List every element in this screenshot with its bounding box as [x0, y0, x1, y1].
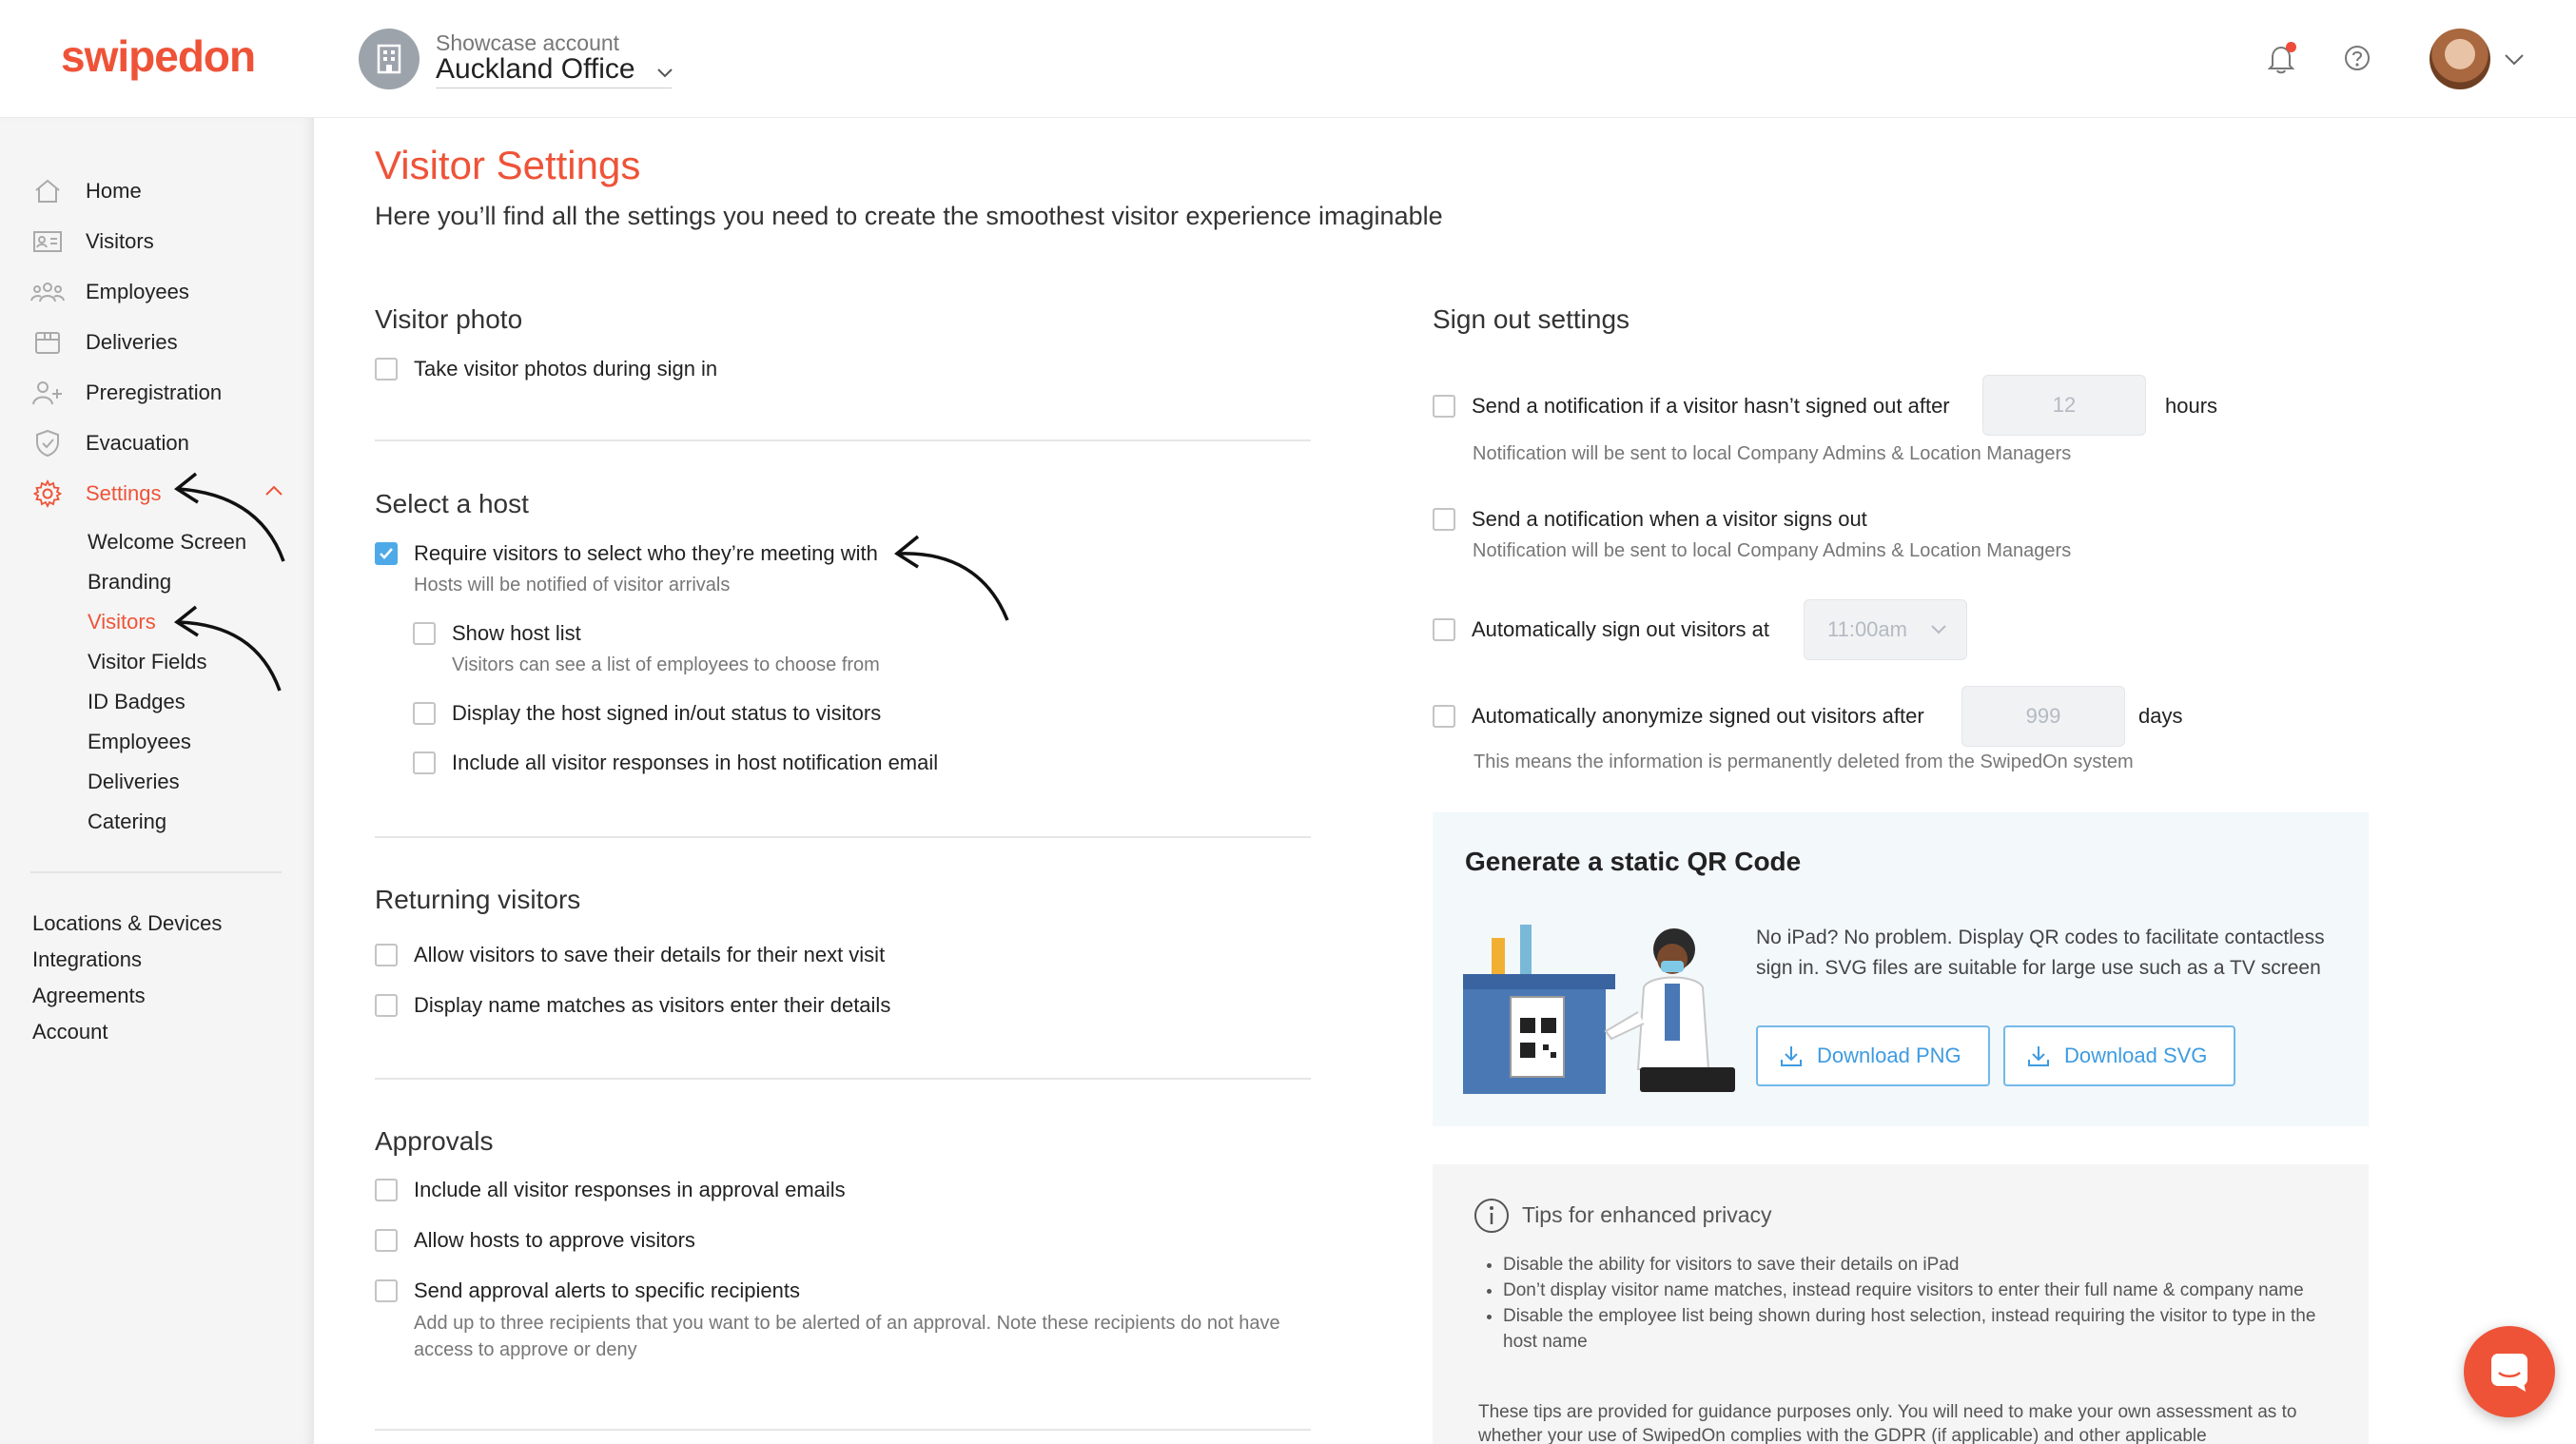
section-divider — [375, 1429, 1311, 1431]
approval-responses-option[interactable] — [375, 1176, 846, 1204]
help-icon[interactable] — [2344, 45, 2371, 76]
sidebar-item-employees[interactable] — [30, 273, 189, 311]
save-details-checkbox[interactable] — [375, 944, 398, 966]
home-icon — [30, 174, 65, 208]
auto-anonymize-option[interactable] — [1433, 702, 1924, 731]
id-card-icon — [30, 224, 65, 259]
sidebar-divider — [30, 871, 282, 873]
auto-anonymize-hint: This means the information is permanently deleted from the SwipedOn system — [1473, 751, 2134, 772]
hosts-approve-option[interactable] — [375, 1226, 695, 1255]
auto-sign-out-checkbox[interactable] — [1433, 618, 1455, 641]
page-title: Visitor Settings — [375, 143, 641, 187]
qr-card-title: Generate a static QR Code — [1465, 847, 1802, 876]
section-title-visitor-photo: Visitor photo — [375, 304, 523, 334]
sign-out-time-select[interactable] — [1804, 599, 1967, 660]
qr-reception-illustration — [1463, 907, 1741, 1094]
take-photos-checkbox[interactable] — [375, 358, 398, 381]
sidebar-sub-deliveries[interactable]: Deliveries — [88, 770, 180, 793]
auto-sign-out-option[interactable] — [1433, 615, 1769, 644]
sidebar — [0, 118, 314, 1444]
annotation-arrow — [171, 466, 295, 571]
take-photos-option[interactable] — [375, 355, 717, 383]
sidebar-item-visitors[interactable] — [30, 223, 154, 261]
account-label: Showcase account — [436, 30, 620, 55]
require-host-option[interactable] — [375, 539, 878, 568]
section-divider — [375, 1078, 1311, 1080]
display-host-status-checkbox[interactable] — [413, 702, 436, 725]
show-host-list-option[interactable] — [413, 619, 581, 648]
annotation-arrow — [889, 521, 1013, 626]
list-item: • Disable the employee list being shown during host selection, instead requiring the visitor to type in the host name — [1503, 1303, 2331, 1355]
sidebar-sub-visitor-fields[interactable]: Visitor Fields — [88, 650, 207, 673]
require-host-label: Require visitors to select who they’re meeting with — [414, 541, 878, 565]
user-avatar[interactable] — [2430, 29, 2490, 89]
take-photos-label: Take visitor photos during sign in — [414, 357, 718, 381]
hosts-approve-checkbox[interactable] — [375, 1229, 398, 1252]
notify-signs-out-checkbox[interactable] — [1433, 508, 1455, 531]
notify-signs-out-hint: Notification will be sent to local Company Admins & Location Managers — [1473, 540, 2072, 561]
include-responses-host-checkbox[interactable] — [413, 751, 436, 774]
chat-icon — [2488, 1350, 2531, 1394]
sidebar-item-label: Preregistration — [86, 381, 223, 404]
sidebar-link-locations-devices[interactable]: Locations & Devices — [32, 911, 223, 935]
section-divider — [375, 836, 1311, 838]
download-svg-button[interactable] — [2003, 1025, 2235, 1086]
section-title-approvals: Approvals — [375, 1126, 494, 1156]
approval-responses-checkbox[interactable] — [375, 1179, 398, 1201]
section-title-returning-visitors: Returning visitors — [375, 885, 581, 914]
download-icon — [1779, 1044, 1804, 1068]
sidebar-item-label: Deliveries — [86, 330, 178, 354]
approval-responses-label: Include all visitor responses in approval emails — [414, 1178, 846, 1201]
hours-unit: hours — [2165, 394, 2218, 418]
list-item: • Don’t display visitor name matches, instead require visitors to enter their full name & company name — [1503, 1278, 2331, 1303]
days-input[interactable]: 999 — [1961, 686, 2125, 747]
sidebar-sub-id-badges[interactable]: ID Badges — [88, 690, 185, 713]
privacy-tips-card — [1433, 1164, 2369, 1444]
save-details-label: Allow visitors to save their details for their next visit — [414, 943, 886, 966]
download-icon — [2026, 1044, 2051, 1068]
privacy-tips-title: Tips for enhanced privacy — [1522, 1202, 1772, 1227]
page-description: Here you’ll find all the settings you need to create the smoothest visitor experience imaginable — [375, 202, 1443, 230]
location-selector[interactable]: Auckland Office — [436, 53, 635, 85]
sidebar-link-account[interactable]: Account — [32, 1020, 108, 1044]
require-host-hint: Hosts will be notified of visitor arrivals — [414, 575, 731, 595]
approval-alerts-option[interactable] — [375, 1277, 800, 1305]
people-icon — [30, 275, 65, 309]
approval-alerts-label: Send approval alerts to specific recipients — [414, 1278, 800, 1302]
privacy-tips-footer: These tips are provided for guidance purposes only. You will need to make your own assessment as to whether your use of SwipedOn complies with the GDPR (if applicable) and other applicable — [1478, 1402, 2297, 1444]
notify-not-signed-out-option[interactable] — [1433, 392, 1950, 420]
notify-signs-out-label: Send a notification when a visitor signs out — [1472, 507, 1867, 531]
approval-alerts-hint: Add up to three recipients that you want to be alerted of an approval. Note these recipients do not have access to approve or deny — [414, 1313, 1280, 1360]
notify-signs-out-option[interactable] — [1433, 505, 1867, 534]
save-details-option[interactable] — [375, 941, 885, 969]
info-icon — [1473, 1197, 1511, 1239]
include-responses-host-option[interactable] — [413, 749, 938, 777]
sidebar-sub-welcome-screen[interactable]: Welcome Screen — [88, 530, 247, 554]
top-bar — [0, 0, 2576, 118]
chevron-down-icon — [1930, 624, 1947, 635]
sidebar-sub-catering[interactable]: Catering — [88, 810, 167, 833]
privacy-tips-list — [1503, 1252, 2331, 1355]
gear-icon — [30, 477, 65, 511]
sidebar-sub-visitors[interactable]: Visitors — [88, 610, 156, 634]
download-png-label: Download PNG — [1817, 1044, 1961, 1067]
show-host-list-label: Show host list — [452, 621, 581, 645]
sidebar-sub-employees[interactable]: Employees — [88, 730, 191, 753]
name-matches-label: Display name matches as visitors enter their details — [414, 993, 891, 1017]
sidebar-item-label: Visitors — [86, 229, 154, 253]
require-host-checkbox[interactable] — [375, 542, 398, 565]
sidebar-item-label: Settings — [86, 481, 162, 505]
display-host-status-label: Display the host signed in/out status to visitors — [452, 701, 882, 725]
hours-input[interactable]: 12 — [1982, 375, 2146, 436]
sidebar-sub-branding[interactable]: Branding — [88, 570, 172, 594]
sign-out-time-value: 11:00am — [1827, 617, 1907, 641]
box-icon — [30, 325, 65, 360]
chevron-down-icon[interactable] — [2504, 53, 2525, 71]
download-png-button[interactable] — [1756, 1025, 1990, 1086]
notification-dot — [2286, 42, 2296, 52]
sidebar-item-label: Home — [86, 179, 142, 203]
auto-anonymize-label: Automatically anonymize signed out visitors after — [1472, 704, 1924, 728]
sidebar-item-settings[interactable] — [30, 475, 162, 513]
name-matches-checkbox[interactable] — [375, 994, 398, 1017]
chevron-down-icon[interactable] — [656, 67, 673, 84]
list-item: • Disable the ability for visitors to save their details on iPad — [1503, 1252, 2331, 1278]
building-icon[interactable] — [359, 29, 420, 89]
add-user-icon — [30, 376, 65, 410]
section-divider — [375, 439, 1311, 441]
swipedon-logo[interactable]: swipedon — [61, 31, 256, 81]
sidebar-link-integrations[interactable]: Integrations — [32, 947, 142, 971]
name-matches-option[interactable] — [375, 991, 890, 1020]
hosts-approve-label: Allow hosts to approve visitors — [414, 1228, 695, 1252]
qr-card-description: No iPad? No problem. Display QR codes to facilitate contactless sign in. SVG files are suitable for large use such as a TV screen — [1756, 927, 2325, 979]
checkmark-icon — [379, 547, 394, 560]
annotation-arrow — [171, 599, 295, 704]
shield-icon — [30, 426, 65, 460]
approval-alerts-checkbox[interactable] — [375, 1279, 398, 1302]
notify-not-signed-out-checkbox[interactable] — [1433, 395, 1455, 418]
auto-anonymize-checkbox[interactable] — [1433, 705, 1455, 728]
days-unit: days — [2138, 704, 2183, 728]
sidebar-item-preregistration[interactable] — [30, 374, 223, 412]
qr-code-card — [1433, 812, 2369, 1126]
include-responses-host-label: Include all visitor responses in host notification email — [452, 751, 939, 774]
display-host-status-option[interactable] — [413, 699, 881, 728]
sidebar-link-agreements[interactable]: Agreements — [32, 984, 146, 1007]
download-svg-label: Download SVG — [2064, 1044, 2208, 1067]
sidebar-item-label: Employees — [86, 280, 189, 303]
section-title-sign-out: Sign out settings — [1433, 304, 1630, 334]
show-host-list-hint: Visitors can see a list of employees to choose from — [452, 654, 880, 675]
section-title-select-host: Select a host — [375, 489, 529, 518]
chat-button[interactable] — [2464, 1326, 2555, 1417]
sidebar-item-label: Evacuation — [86, 431, 189, 455]
notify-not-signed-out-hint: Notification will be sent to local Company Admins & Location Managers — [1473, 443, 2072, 464]
sidebar-item-evacuation[interactable] — [30, 424, 189, 462]
sidebar-item-deliveries[interactable] — [30, 323, 178, 361]
auto-sign-out-label: Automatically sign out visitors at — [1472, 617, 1770, 641]
show-host-list-checkbox[interactable] — [413, 622, 436, 645]
notify-not-signed-out-label: Send a notification if a visitor hasn’t signed out after — [1472, 394, 1950, 418]
sidebar-item-home[interactable] — [30, 172, 142, 210]
